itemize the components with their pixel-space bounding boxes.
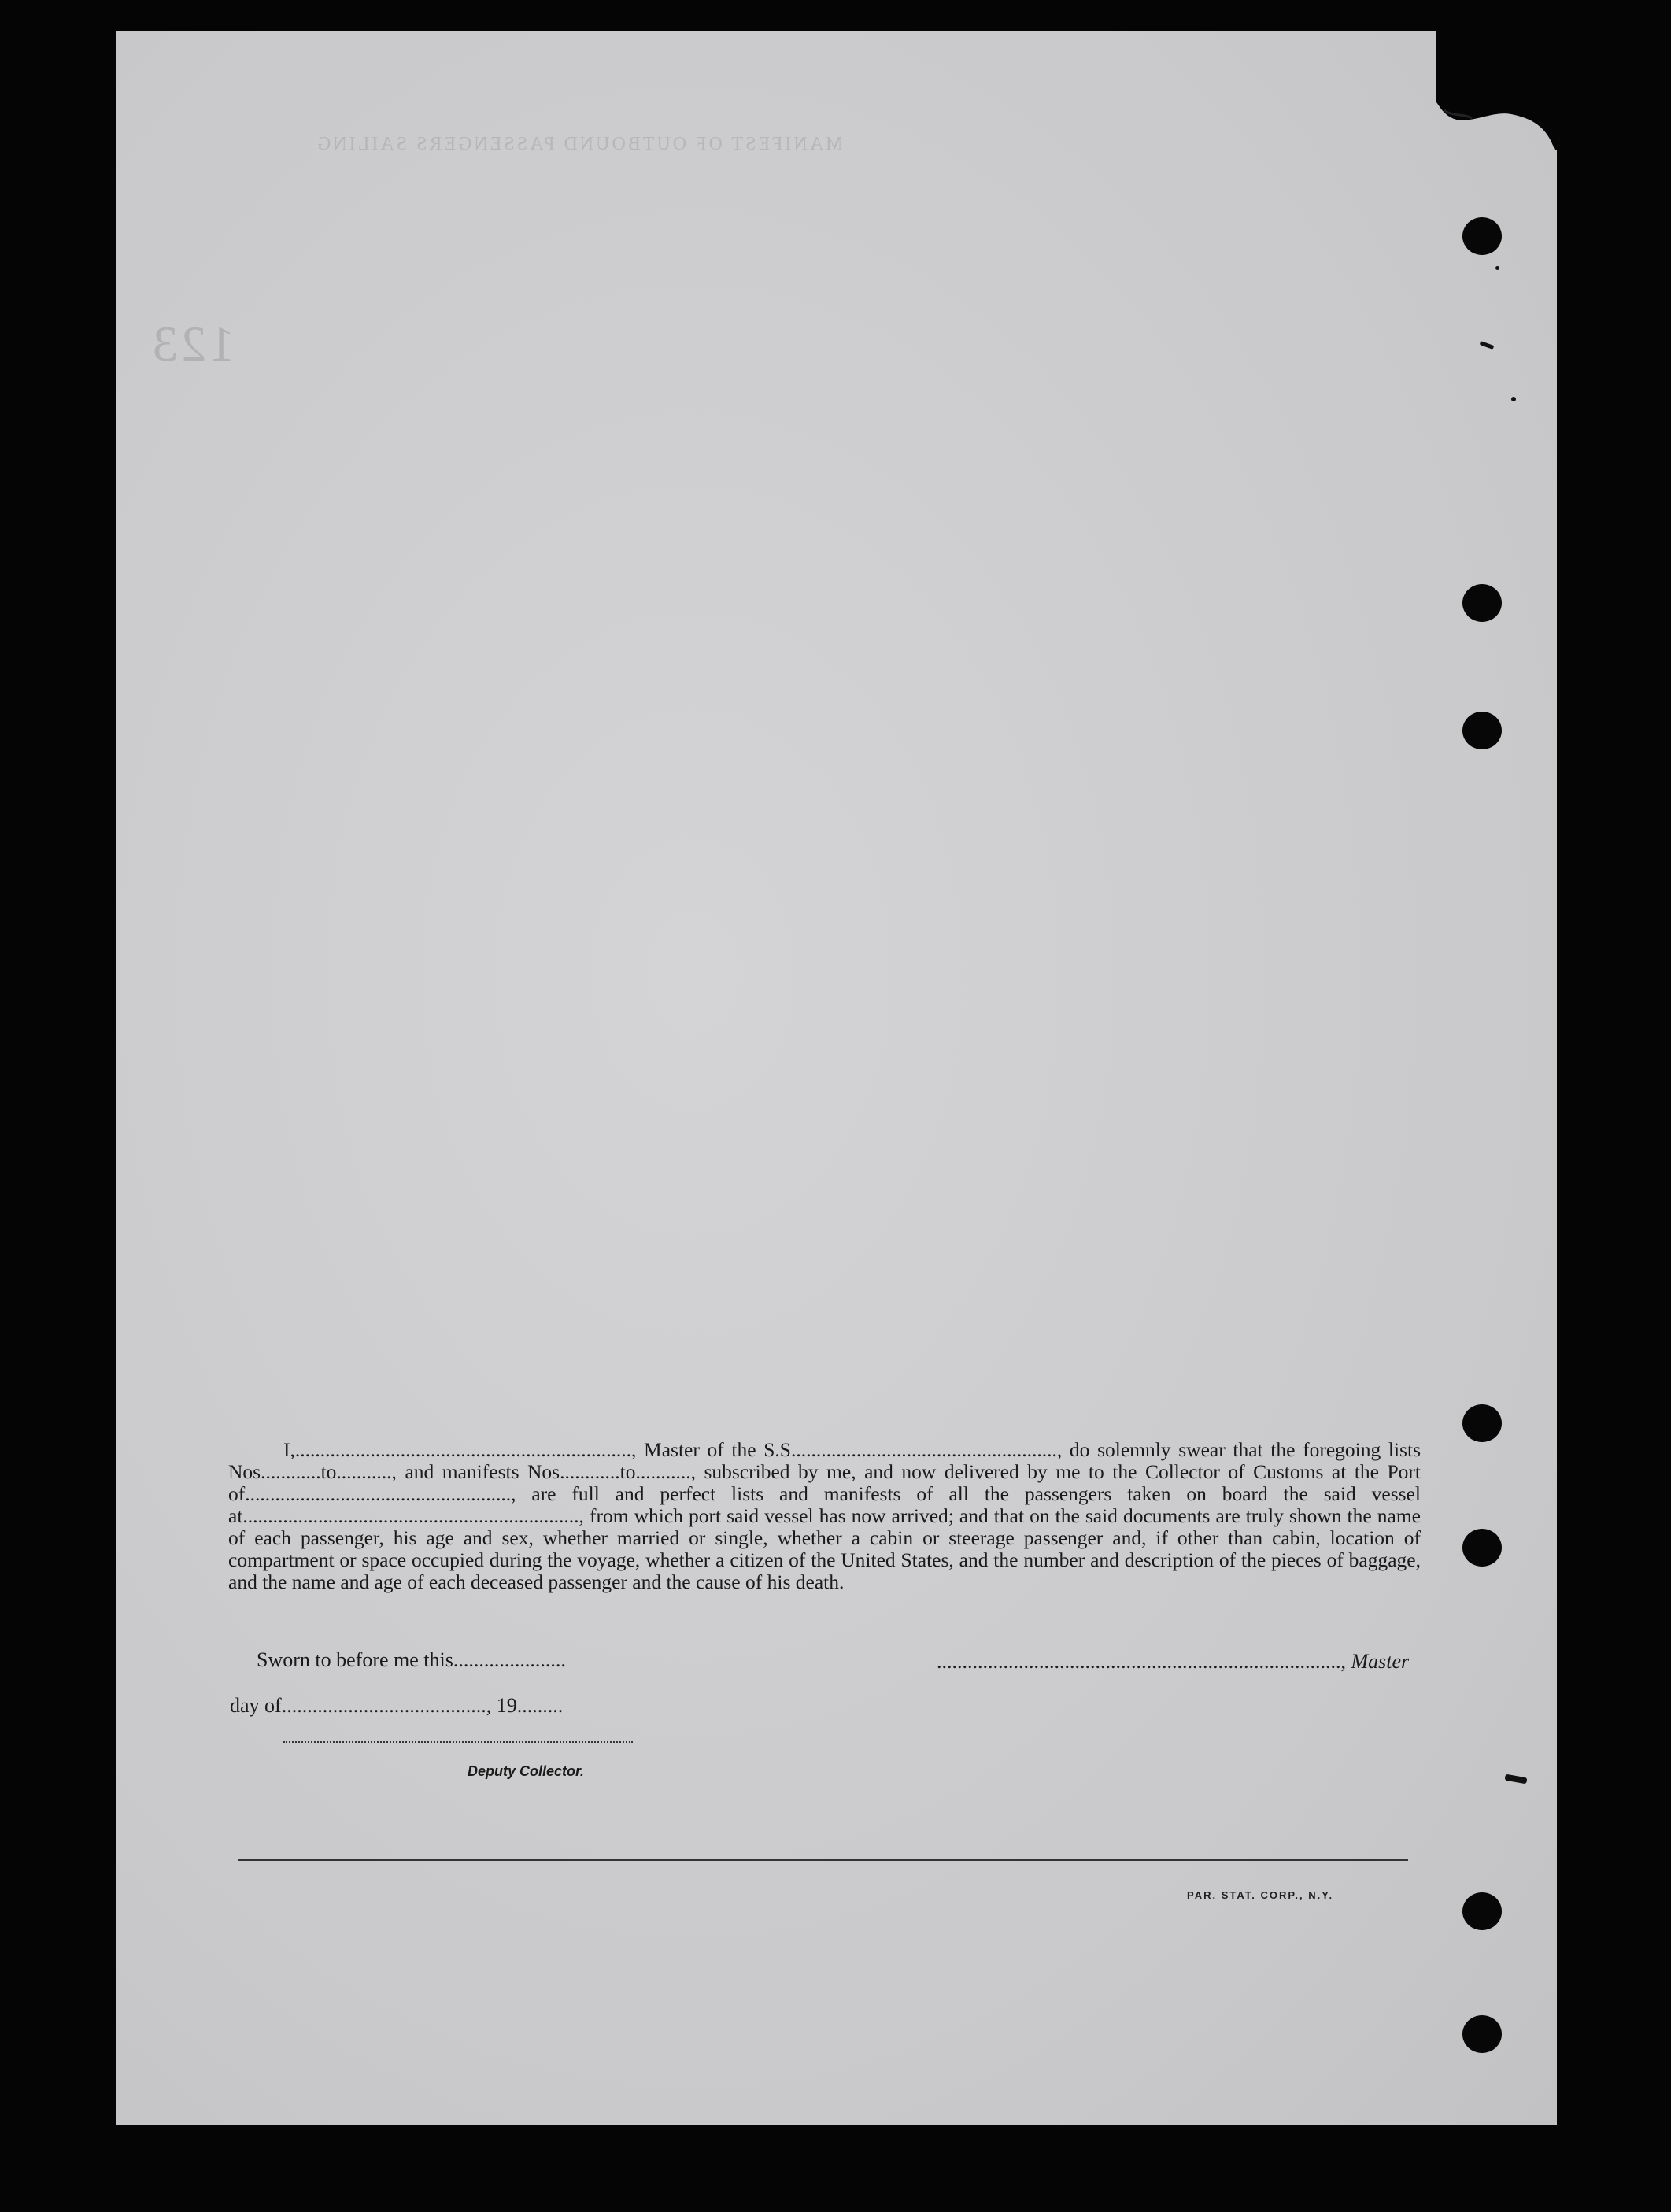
master-label: Master [1351,1650,1410,1673]
punch-hole [1462,712,1502,749]
ghost-page-number: 123 [150,316,235,372]
oath-text: I,..................................................................., Master of the S.S....................................................., do solemnly swear that the foregoing lists Nos............to..........., and manifests Nos............to..........., subscribed by me, and now delivered by me to the Collector of Customs at the Port of....................................................., are full and perfect lists and manifests of all the passengers taken on board the said vessel at..................................................................., from which port said vessel has now arrived; and that on the said documents are truly shown the name of each passenger, his age and sex, whether married or single, whether a cabin or steerage passenger and, if other than cabin, location of compartment or space occupied during the voyage, whether a citizen of the United States, and the number and description of the pieces of baggage, and the name and age of each deceased passenger and the cause of his death. [228,1438,1421,1593]
oath-paragraph [228,1439,1421,1593]
ink-speck [1511,397,1516,401]
punch-hole [1462,584,1502,622]
master-dots: ..............................................................................., [937,1650,1346,1673]
punch-hole [1462,217,1502,255]
punch-hole [1462,1529,1502,1567]
deputy-signature-dots [283,1741,633,1743]
punch-hole [1462,1892,1502,1930]
deputy-collector-label: Deputy Collector. [468,1763,585,1779]
document-sheet [116,31,1557,2125]
sworn-line: Sworn to before me this...................... [257,1648,566,1671]
printer-mark: PAR. STAT. CORP., N.Y. [1187,1889,1334,1901]
bottom-rule [238,1859,1408,1861]
master-signature-line [937,1650,1409,1674]
torn-corner [1436,31,1562,150]
day-line: day of........................................, 19......... [230,1694,564,1717]
punch-hole [1462,1404,1502,1442]
ghost-header-bleedthrough: MANIFEST OF OUTBOUND PASSENGERS SAILING [315,134,843,154]
punch-hole [1462,2015,1502,2053]
ink-speck [1495,266,1499,270]
